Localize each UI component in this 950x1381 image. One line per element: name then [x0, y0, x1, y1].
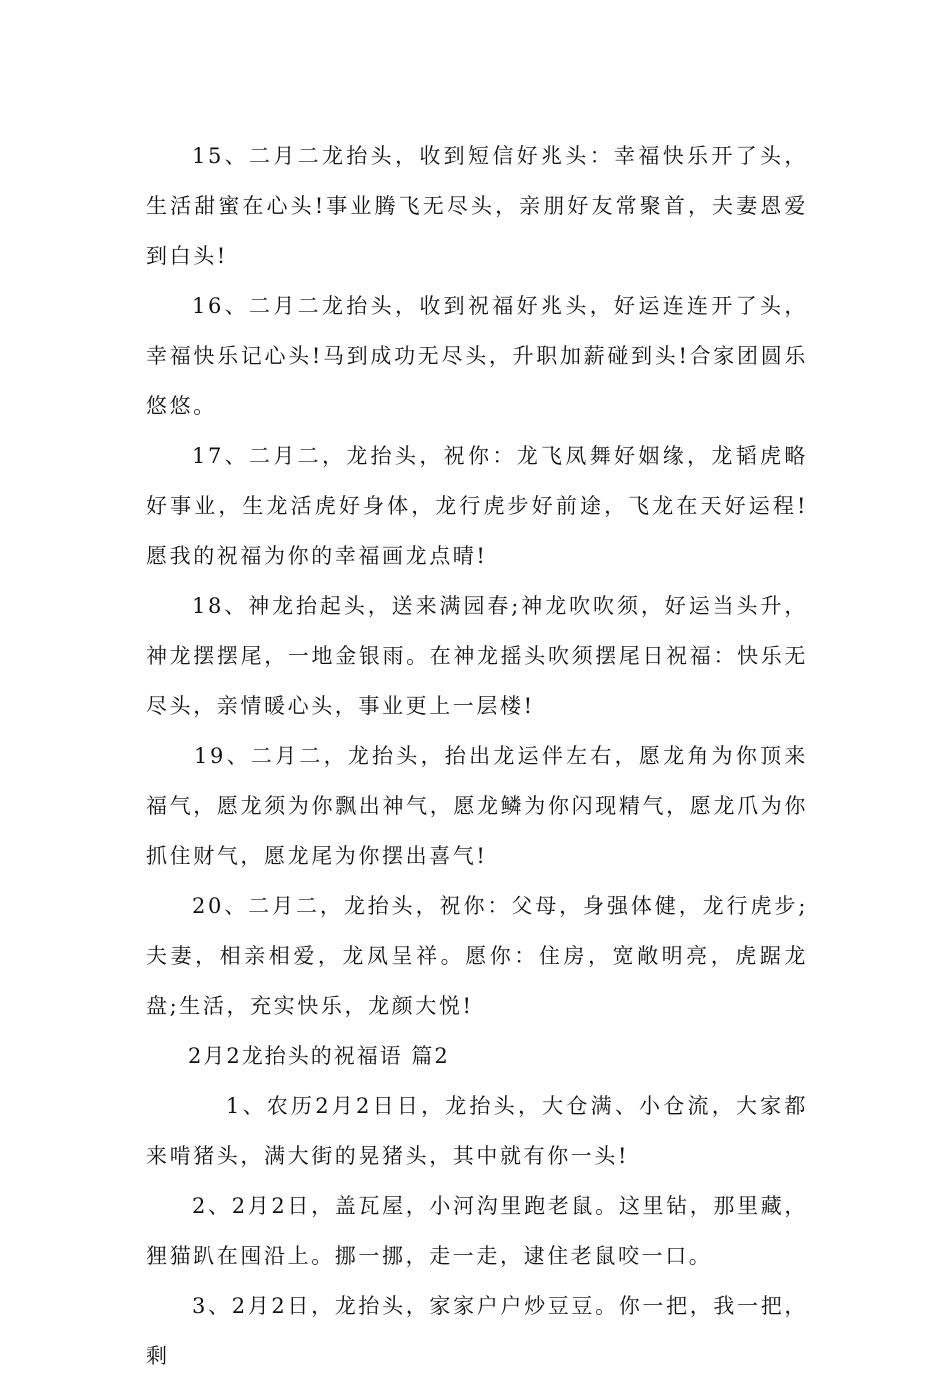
- paragraph-19: 19、二月二，龙抬头，抬出龙运伴左右，愿龙角为你顶来福气，愿龙须为你飘出神气，愿龙鳞为你闪现精气，愿龙爪为你抓住财气，愿龙尾为你摆出喜气!: [146, 744, 808, 868]
- paragraph-20: 20、二月二，龙抬头，祝你：父母，身强体健，龙行虎步;夫妻，相亲相爱，龙凤呈祥。愿你：住房，宽敞明亮，虎踞龙盘;生活，充实快乐，龙颜大悦!: [146, 894, 808, 1018]
- paragraph-2-2: 2、2月2日，盖瓦屋，小河沟里跑老鼠。这里钻，那里藏，狸猫趴在囤沿上。挪一挪，走一走，逮住老鼠咬一口。: [146, 1194, 808, 1268]
- section-heading: 2月2龙抬头的祝福语 篇2: [188, 1044, 450, 1068]
- paragraph-16: 16、二月二龙抬头，收到祝福好兆头，好运连连开了头，幸福快乐记心头!马到成功无尽头，升职加薪碰到头!合家团圆乐悠悠。: [146, 294, 808, 418]
- paragraph-2-3: 3、2月2日，龙抬头，家家户户炒豆豆。你一把，我一把，剩: [146, 1294, 808, 1368]
- paragraph-2-1: 1、农历2月2日日，龙抬头，大仓满、小仓流，大家都来啃猪头，满大街的晃猪头，其中就有你一头!: [146, 1094, 808, 1168]
- paragraph-17: 17、二月二，龙抬头，祝你：龙飞凤舞好姻缘，龙韬虎略好事业，生龙活虎好身体，龙行虎步好前途，飞龙在天好运程!愿我的祝福为你的幸福画龙点晴!: [146, 444, 808, 568]
- document-body: [146, 131, 808, 1381]
- paragraph-15: 15、二月二龙抬头，收到短信好兆头：幸福快乐开了头，生活甜蜜在心头!事业腾飞无尽头，亲朋好友常聚首，夫妻恩爱到白头!: [146, 144, 808, 268]
- paragraph-18: 18、神龙抬起头，送来满园春;神龙吹吹须，好运当头升，神龙摆摆尾，一地金银雨。在神龙摇头吹须摆尾日祝福：快乐无尽头，亲情暖心头，事业更上一层楼!: [146, 594, 808, 718]
